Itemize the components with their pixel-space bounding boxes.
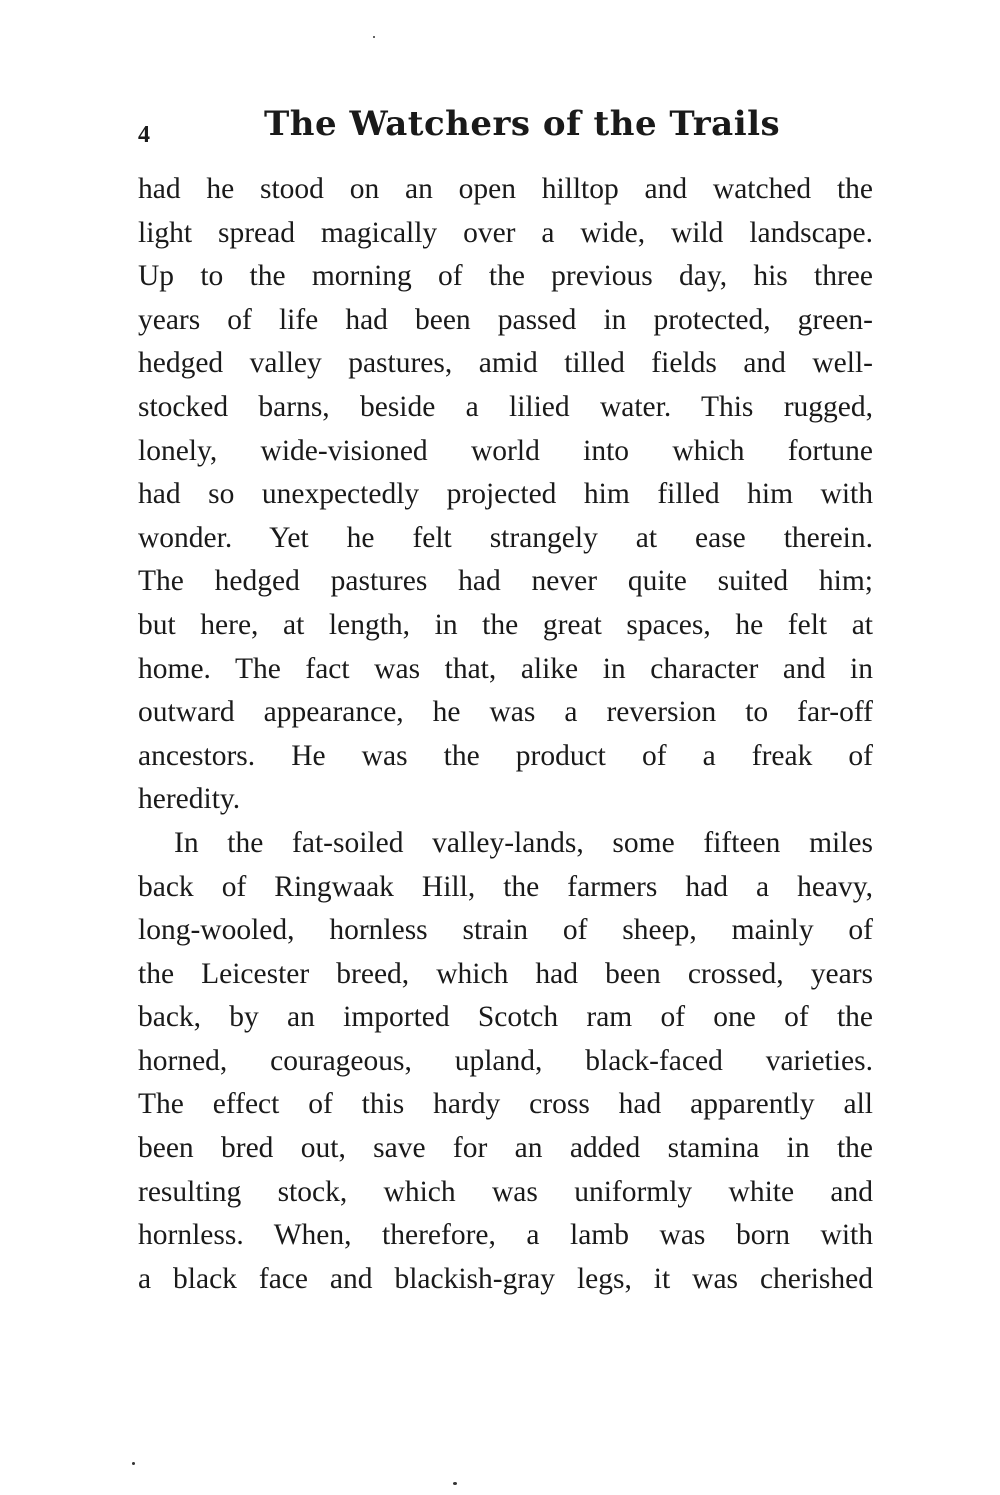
text-line: home. The fact was that, alike in character and in bbox=[138, 652, 873, 685]
text-line: the Leicester breed, which had been crossed, years bbox=[138, 957, 873, 990]
text-line: horned, courageous, upland, black-faced varieties. bbox=[138, 1044, 873, 1077]
text-line: hedged valley pastures, amid tilled fields and well- bbox=[138, 347, 873, 380]
page-number: 4 bbox=[138, 122, 150, 148]
text-line: had he stood on an open hilltop and watched the bbox=[138, 173, 873, 205]
paragraph-1 bbox=[138, 168, 873, 822]
text-line: In the fat-soiled valley-lands, some fifteen miles bbox=[174, 826, 873, 859]
text-line: a black face and blackish-gray legs, it was cherished bbox=[138, 1262, 873, 1295]
text-line: ancestors. He was the product of a freak of bbox=[138, 739, 873, 772]
text-line: The hedged pastures had never quite suited him; bbox=[138, 565, 873, 598]
text-line: The effect of this hardy cross had apparently all bbox=[138, 1088, 873, 1121]
scan-speck bbox=[373, 36, 375, 38]
scan-speck bbox=[453, 1482, 457, 1485]
running-head: The Watchers of the Trails bbox=[264, 104, 781, 144]
text-line: wonder. Yet he felt strangely at ease therein. bbox=[138, 521, 873, 554]
text-line: stocked barns, beside a lilied water. This rugged, bbox=[138, 390, 873, 423]
text-line: resulting stock, which was uniformly white and bbox=[138, 1175, 873, 1208]
text-line: but here, at length, in the great spaces, he felt at bbox=[138, 608, 873, 641]
body-text bbox=[138, 168, 873, 1301]
text-line: lonely, wide-visioned world into which fortune bbox=[138, 434, 873, 467]
text-line: outward appearance, he was a reversion to far-off bbox=[138, 696, 873, 729]
scan-speck bbox=[132, 1462, 135, 1465]
text-line: back of Ringwaak Hill, the farmers had a heavy, bbox=[138, 870, 873, 903]
text-line: had so unexpectedly projected him filled him with bbox=[138, 478, 873, 511]
text-line: light spread magically over a wide, wild landscape. bbox=[138, 216, 873, 249]
page-header bbox=[138, 104, 878, 154]
text-line: hornless. When, therefore, a lamb was born with bbox=[138, 1219, 873, 1252]
paragraph-2 bbox=[138, 822, 873, 1302]
text-line: Up to the morning of the previous day, his three bbox=[138, 260, 873, 293]
text-line: been bred out, save for an added stamina in the bbox=[138, 1132, 873, 1165]
text-line: heredity. bbox=[138, 783, 241, 816]
text-line: long-wooled, hornless strain of sheep, mainly of bbox=[138, 914, 873, 947]
text-line: years of life had been passed in protected, green- bbox=[138, 303, 873, 336]
text-line: back, by an imported Scotch ram of one of the bbox=[138, 1001, 873, 1034]
